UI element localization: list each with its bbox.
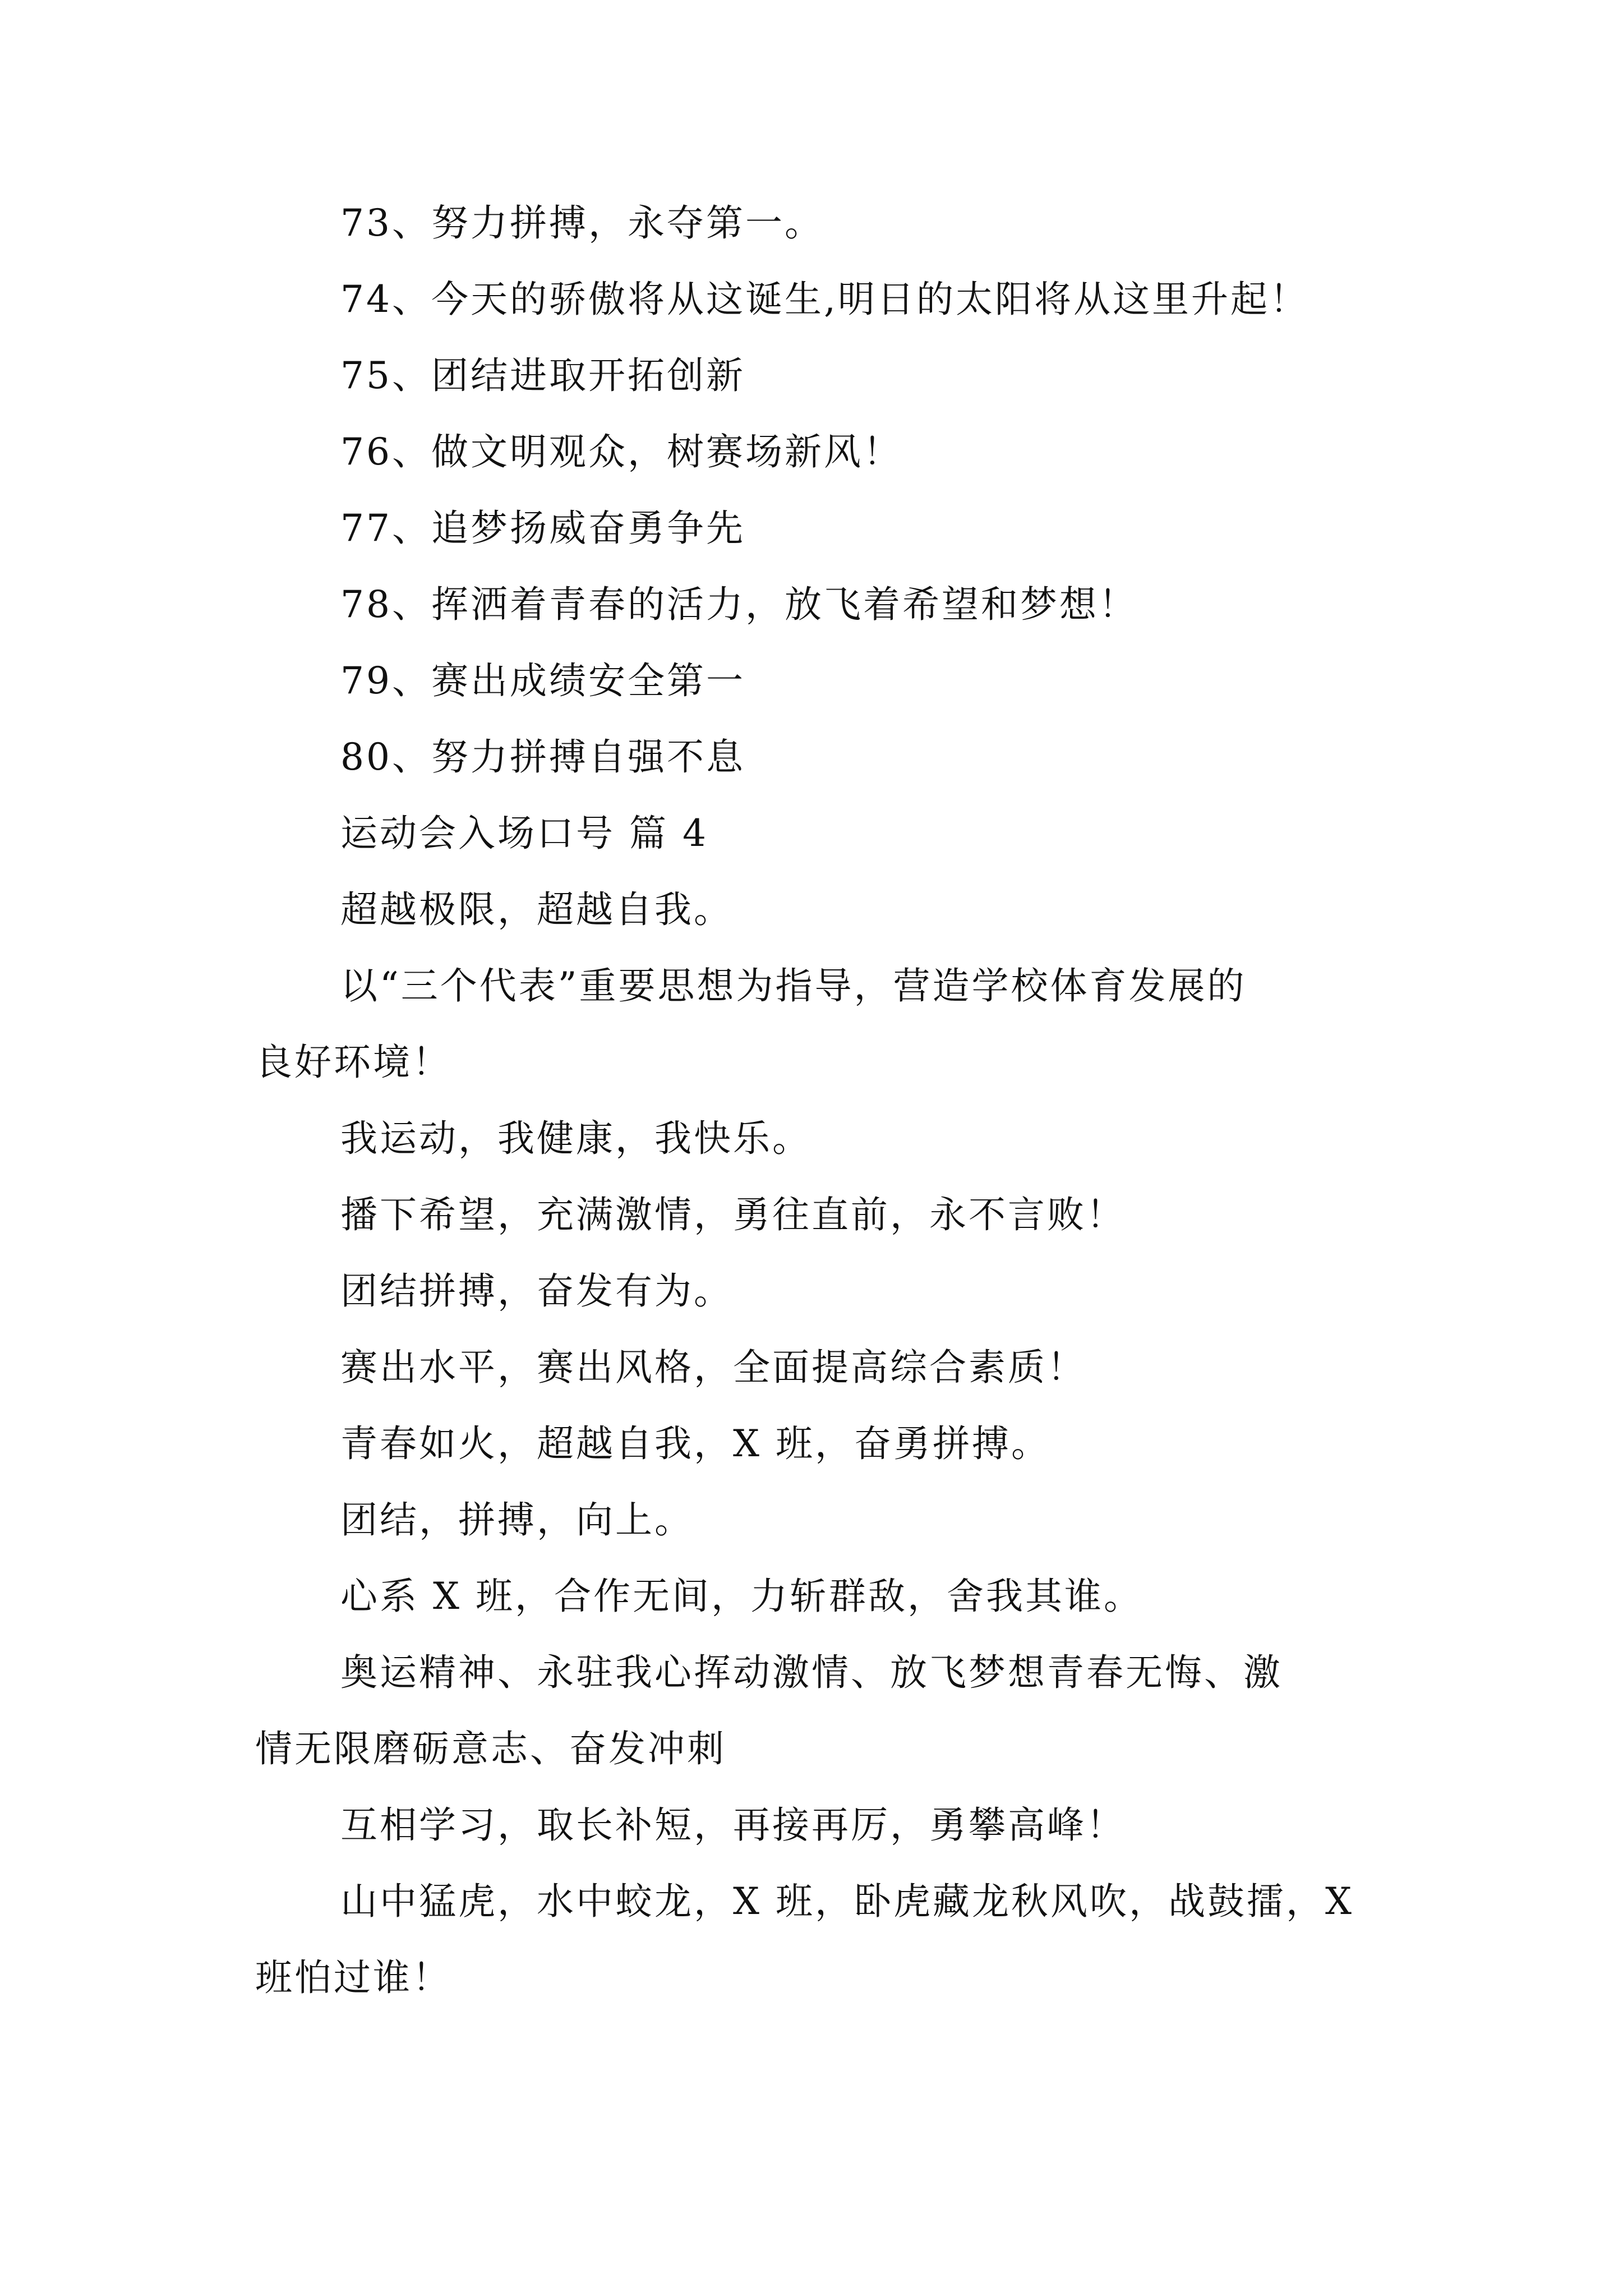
section-heading: 运动会入场口号 篇 4 (340, 812, 708, 855)
slogan-line-74: 74、今天的骄傲将从这诞生,明日的太阳将从这里升起！ (340, 278, 1309, 321)
slogan-line: 团结拼搏，奋发有为。 (340, 1269, 733, 1313)
slogan-line-78: 78、挥洒着青春的活力，放飞着希望和梦想！ (340, 583, 1138, 626)
slogan-line-73: 73、努力拼搏，永夺第一。 (340, 201, 824, 245)
slogan-line: 青春如火，超越自我，X 班，奋勇拼搏。 (340, 1422, 1050, 1465)
slogan-line: 超越极限，超越自我。 (340, 888, 733, 931)
paragraph-continuation: 班怕过谁！ (255, 1956, 451, 1999)
slogan-line: 赛出水平，赛出风格，全面提高综合素质！ (340, 1346, 1086, 1389)
slogan-line: 播下希望，充满激情，勇往直前，永不言败！ (340, 1193, 1126, 1236)
paragraph-first-line: 奥运精神、永驻我心挥动激情、放飞梦想青春无悔、激 (340, 1651, 1283, 1694)
slogan-line-79: 79、赛出成绩安全第一 (340, 659, 745, 702)
slogan-line: 互相学习，取长补短，再接再厉，勇攀高峰！ (340, 1803, 1126, 1847)
paragraph-continuation: 情无限磨砺意志、奋发冲刺 (255, 1727, 726, 1770)
slogan-line: 心系 X 班，合作无间，力斩群敌，舍我其谁。 (340, 1575, 1143, 1618)
slogan-line: 我运动，我健康，我快乐。 (340, 1117, 811, 1160)
paragraph-continuation: 良好环境！ (255, 1041, 451, 1084)
paragraph (255, 1864, 1461, 2016)
paragraph (255, 1635, 1461, 1787)
slogan-line-77: 77、追梦扬威奋勇争先 (340, 507, 745, 550)
slogan-line-76: 76、做文明观众，树赛场新风！ (340, 430, 902, 473)
paragraph-first-line: 山中猛虎，水中蛟龙，X 班，卧虎藏龙秋风吹，战鼓擂，X (340, 1880, 1354, 1923)
paragraph (255, 948, 1461, 1101)
slogan-line: 团结，拼搏，向上。 (340, 1498, 694, 1542)
slogan-line-75: 75、团结进取开拓创新 (340, 354, 745, 397)
paragraph-first-line: 以“三个代表”重要思想为指导，营造学校体育发展的 (340, 964, 1247, 1007)
document-body (255, 185, 1461, 2016)
slogan-line-80: 80、努力拼搏自强不息 (340, 735, 745, 779)
